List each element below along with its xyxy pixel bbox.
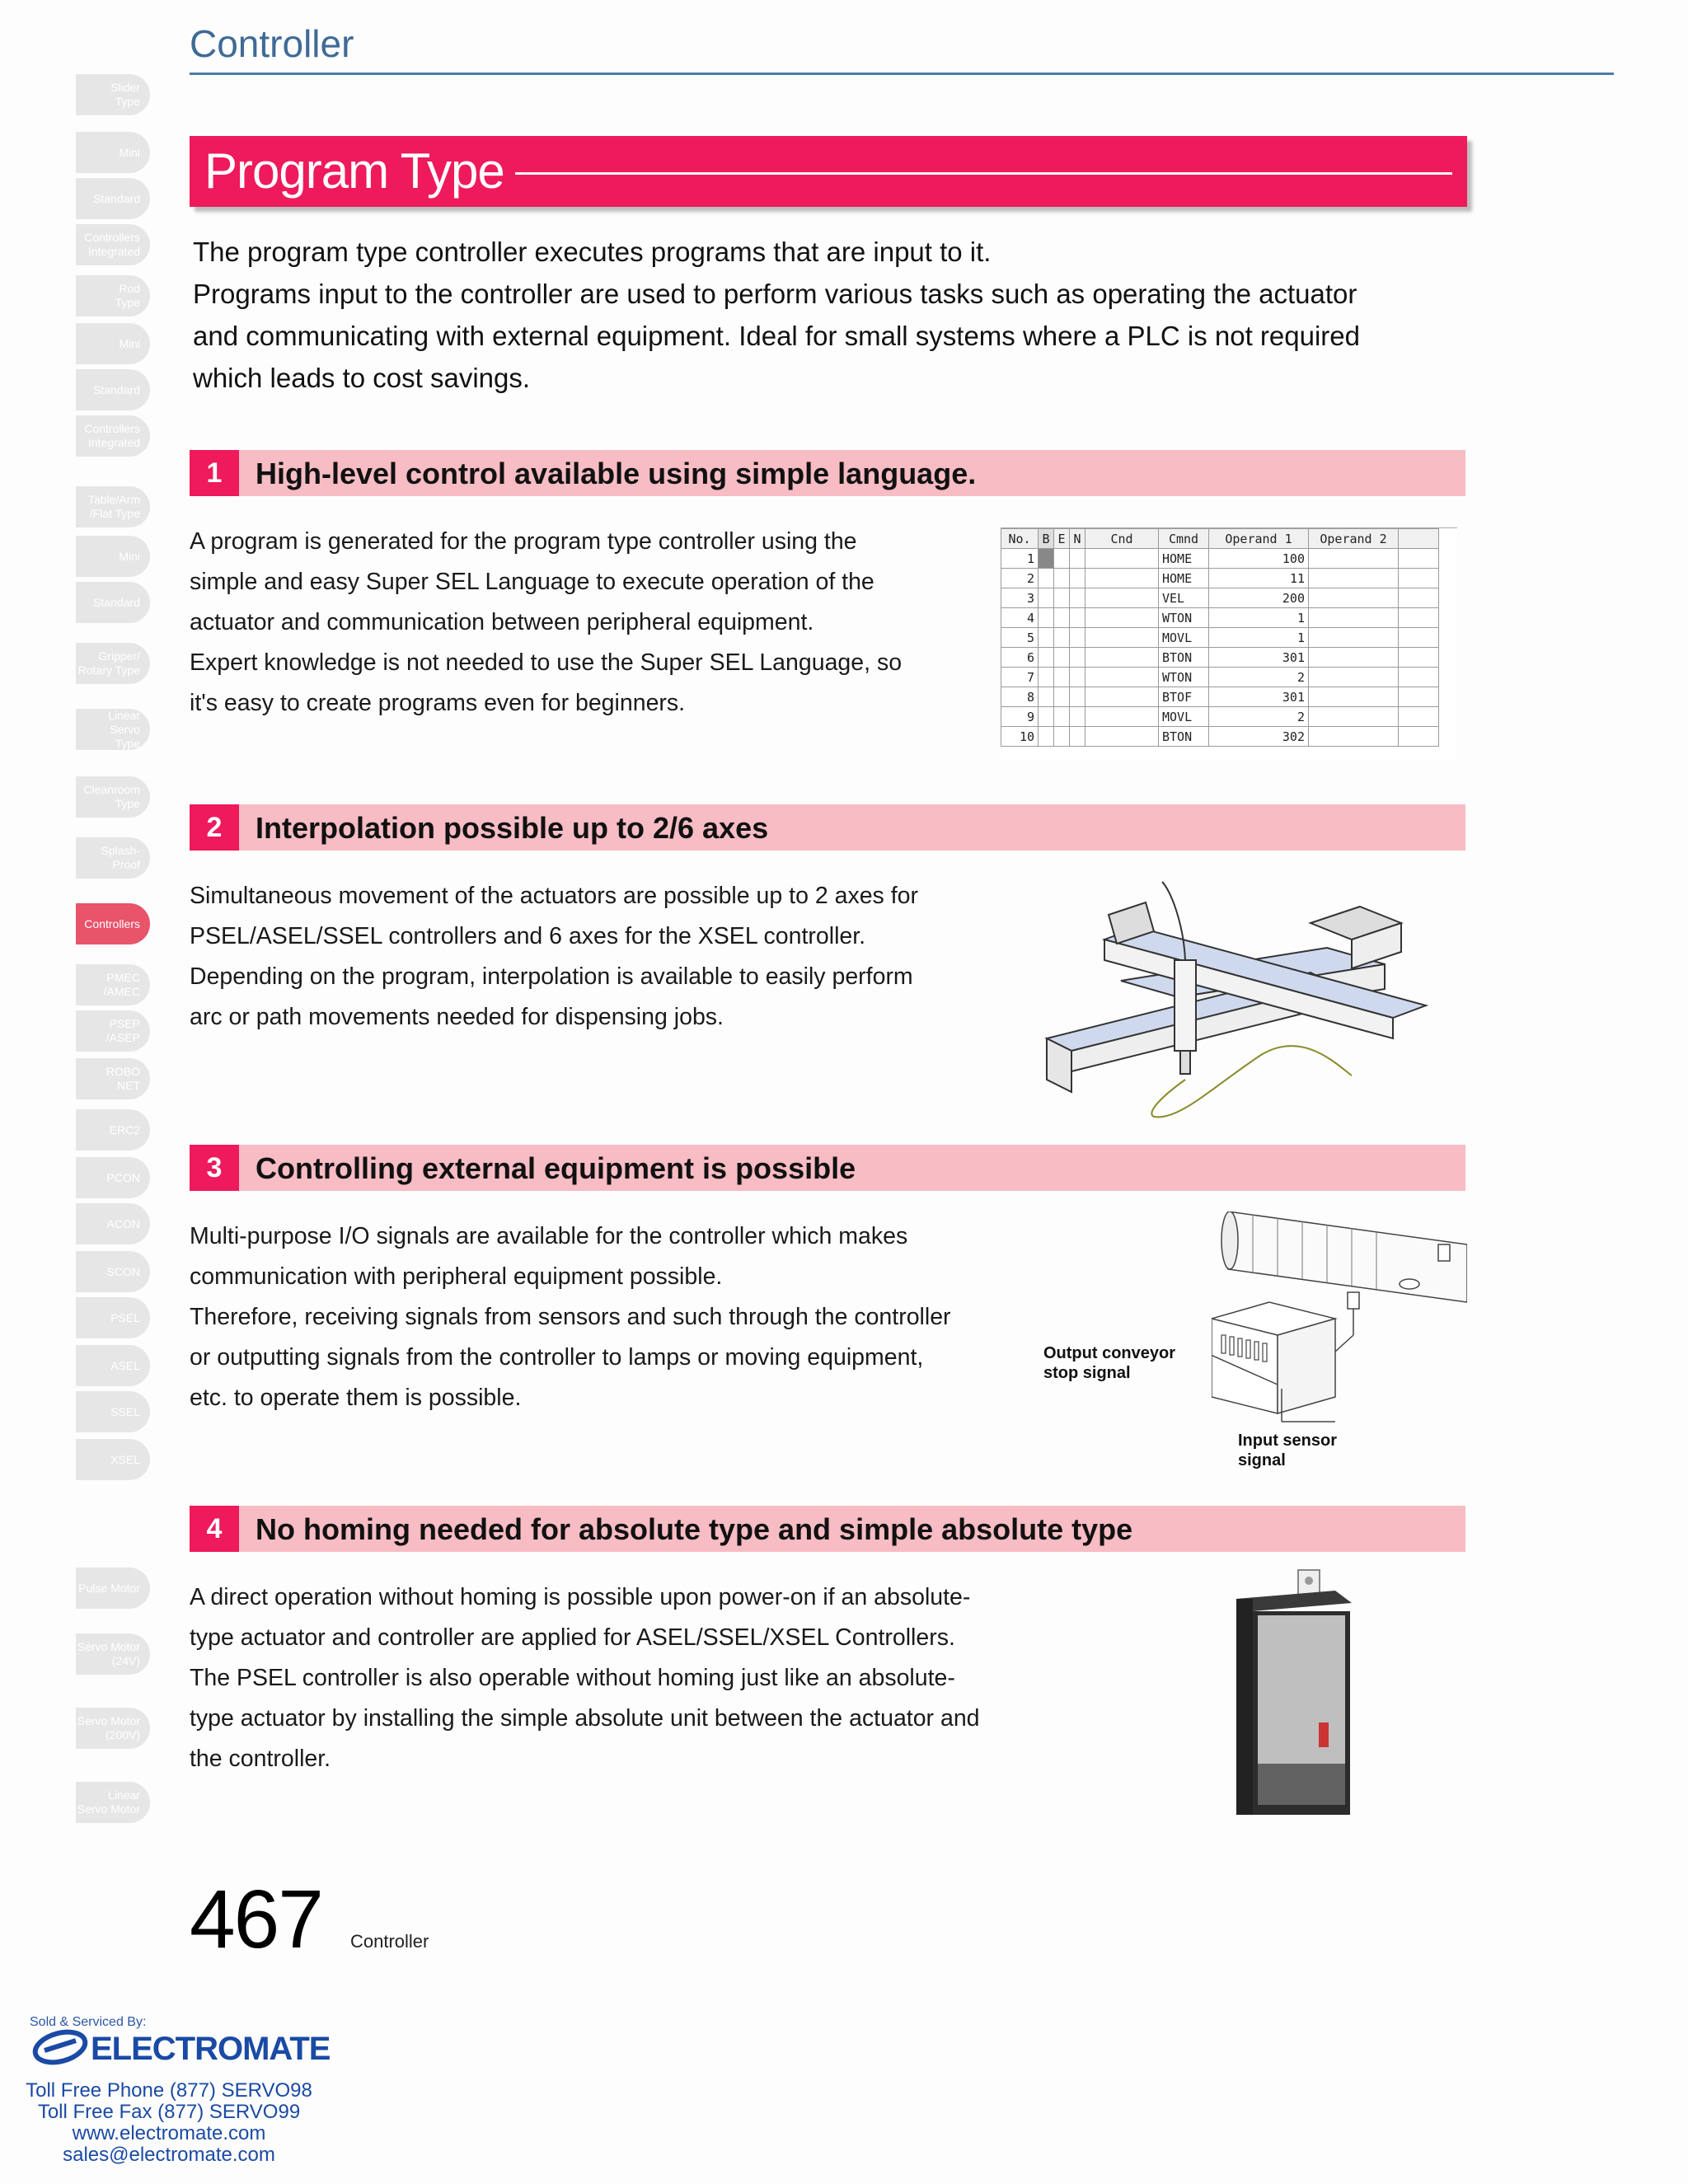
table-cell: 2 [1001, 569, 1039, 588]
table-cell [1054, 588, 1070, 608]
table-cell [1309, 628, 1399, 648]
controller-unit-photo [1228, 1566, 1360, 1821]
side-tab[interactable] [76, 1633, 150, 1675]
section-title: No homing needed for absolute type and simple absolute type [256, 1512, 1133, 1546]
table-cell [1054, 668, 1070, 687]
side-tab-label: Gripper/ [98, 649, 140, 663]
intro-line: and communicating with external equipment. Ideal for small systems where a PLC is not required [193, 321, 1361, 351]
side-tab[interactable] [76, 415, 150, 457]
table-cell [1054, 727, 1070, 747]
col-header [1399, 529, 1439, 549]
side-tab-label: XSEL [110, 1452, 140, 1466]
table-cell: 1 [1209, 608, 1309, 628]
table-cell [1309, 707, 1399, 727]
side-tab-label: Servo Motor [77, 1640, 140, 1653]
table-cell [1039, 668, 1054, 687]
table-cell [1085, 628, 1159, 648]
section-number: 4 [190, 1506, 239, 1552]
table-cell: 9 [1001, 707, 1039, 727]
table-row [1001, 727, 1439, 747]
table-cell [1399, 668, 1439, 687]
side-tab-label: Standard [93, 595, 140, 609]
page-number: 467 [190, 1873, 322, 1966]
page-header-title: Controller [190, 22, 354, 65]
side-tab-label: ROBO [106, 1065, 140, 1078]
side-tab-label: Type [115, 736, 140, 750]
table-cell: HOME [1159, 549, 1209, 569]
table-cell [1054, 648, 1070, 668]
conveyor-io-illustration [1212, 1212, 1467, 1451]
side-tab-label: SCON [106, 1264, 140, 1278]
table-row [1001, 668, 1439, 687]
side-tab-label: Mini [119, 145, 140, 159]
side-tab-label: Splash-Proof [101, 844, 140, 871]
table-cell [1039, 707, 1054, 727]
table-cell: WTON [1159, 608, 1209, 628]
table-cell [1309, 588, 1399, 608]
section-number: 3 [190, 1145, 239, 1191]
side-tab-label: SSEL [110, 1404, 140, 1418]
side-tab-label: Controllers [84, 422, 140, 435]
section-2-header [190, 804, 1465, 851]
table-cell [1399, 687, 1439, 707]
body-line: type actuator by installing the simple absolute unit between the actuator and [190, 1705, 980, 1732]
side-tab[interactable] [76, 1439, 150, 1480]
table-cell [1399, 549, 1439, 569]
table-cell [1054, 549, 1070, 569]
side-tab[interactable] [76, 536, 150, 577]
table-row [1001, 588, 1439, 608]
section-number: 1 [190, 450, 239, 496]
table-cell [1085, 668, 1159, 687]
table-cell: HOME [1159, 569, 1209, 588]
table-cell [1039, 727, 1054, 747]
body-line: the controller. [190, 1746, 331, 1772]
section-title: Interpolation possible up to 2/6 axes [256, 811, 769, 845]
section-3-header [190, 1145, 1465, 1191]
side-tab[interactable] [76, 323, 150, 364]
table-cell [1309, 569, 1399, 588]
table-cell: VEL [1159, 588, 1209, 608]
input-signal-label [1238, 1431, 1337, 1470]
body-line: Expert knowledge is not needed to use the Super SEL Language, so [190, 649, 903, 676]
side-tab[interactable] [76, 1058, 150, 1099]
body-line: Therefore, receiving signals from sensors and such through the controller [190, 1304, 951, 1330]
table-cell [1070, 648, 1085, 668]
table-cell [1309, 608, 1399, 628]
col-header: Operand 1 [1209, 529, 1309, 549]
table-cell: 5 [1001, 628, 1039, 648]
side-tab[interactable] [76, 1297, 150, 1338]
table-cell: 4 [1001, 608, 1039, 628]
side-tab-label: Servo Motor [77, 1802, 140, 1816]
banner-title: Program Type [204, 143, 504, 199]
program-type-banner [190, 136, 1467, 207]
side-tab[interactable] [76, 369, 150, 410]
table-row [1001, 707, 1439, 727]
table-cell [1085, 569, 1159, 588]
side-tab-label: Type [115, 95, 140, 108]
side-tab-label: Mini [119, 336, 140, 350]
table-cell: 2 [1209, 668, 1309, 687]
side-tab-label: PSEL [110, 1310, 140, 1324]
side-tab[interactable] [76, 1568, 150, 1609]
table-cell: BTOF [1159, 687, 1209, 707]
table-cell: 301 [1209, 648, 1309, 668]
table-cell [1070, 707, 1085, 727]
table-cell: 3 [1001, 588, 1039, 608]
side-tab-label: ASEL [110, 1358, 140, 1372]
intro-line: Programs input to the controller are used to perform various tasks such as operating the actuator [193, 279, 1357, 309]
table-row [1001, 549, 1439, 569]
table-cell: 100 [1209, 549, 1309, 569]
table-cell: BTON [1159, 648, 1209, 668]
section-4-body [190, 1577, 980, 1779]
side-tab-label: (24V) [111, 1654, 140, 1667]
side-tab-label: Integrated [87, 245, 140, 258]
table-cell [1085, 608, 1159, 628]
table-cell [1399, 569, 1439, 588]
table-cell [1085, 727, 1159, 747]
section-title: High-level control available using simple language. [256, 457, 977, 490]
table-cell [1085, 588, 1159, 608]
table-cell: 302 [1209, 727, 1309, 747]
col-header: Operand 2 [1309, 529, 1399, 549]
side-tab-label: Pulse Motor [78, 1581, 140, 1595]
side-tab-label: NET [117, 1079, 140, 1092]
table-cell [1054, 628, 1070, 648]
table-cell [1070, 569, 1085, 588]
section-4-header [190, 1506, 1465, 1552]
side-tab-label: Table/Arm [87, 493, 140, 506]
side-tab[interactable] [76, 74, 150, 115]
side-tab[interactable] [76, 224, 150, 265]
table-cell [1309, 687, 1399, 707]
table-cell [1085, 707, 1159, 727]
table-cell [1309, 549, 1399, 569]
side-tab[interactable] [76, 1391, 150, 1432]
fax-line: Toll Free Fax (877) SERVO99 [37, 2101, 301, 2123]
output-signal-label [1043, 1343, 1175, 1383]
side-tab[interactable] [76, 1708, 150, 1749]
banner-rule [515, 172, 1452, 175]
side-tab-label: Linear Servo [108, 708, 140, 736]
col-header: Cnd [1085, 529, 1159, 549]
table-cell [1085, 648, 1159, 668]
col-header: B [1039, 529, 1054, 549]
side-tab[interactable] [76, 1157, 150, 1198]
side-tab-label: Mini [119, 549, 140, 563]
table-cell: 1 [1001, 549, 1039, 569]
body-line: or outputting signals from the controller to lamps or moving equipment, [190, 1344, 924, 1371]
body-line: simple and easy Super SEL Language to execute operation of the [190, 569, 874, 595]
body-line: etc. to operate them is possible. [190, 1385, 522, 1411]
body-line: A direct operation without homing is possible upon power-on if an absolute- [190, 1584, 971, 1610]
side-tab-label: /AMEC [103, 985, 140, 998]
section-title: Controlling external equipment is possible [256, 1151, 856, 1185]
table-row [1001, 569, 1439, 588]
table-cell [1399, 707, 1439, 727]
side-tab[interactable] [76, 964, 150, 1005]
table-row [1001, 648, 1439, 668]
side-tab-label: PCON [106, 1170, 140, 1184]
body-line: PSEL/ASEL/SSEL controllers and 6 axes for the XSEL controller. [190, 923, 866, 949]
body-line: type actuator and controller are applied for ASEL/SSEL/XSEL Controllers. [190, 1624, 955, 1651]
intro-paragraph [193, 231, 1470, 399]
brand-name: ELECTROMATE [91, 2031, 331, 2067]
side-tab[interactable] [76, 1203, 150, 1244]
table-cell: MOVL [1159, 628, 1209, 648]
table-cell [1054, 608, 1070, 628]
table-cell: BTON [1159, 727, 1209, 747]
table-cell [1039, 549, 1054, 569]
col-header: No. [1001, 529, 1039, 549]
side-tab-label: Linear [108, 1788, 140, 1802]
table-cell [1070, 549, 1085, 569]
col-header: Cmnd [1159, 529, 1209, 549]
table-cell [1039, 608, 1054, 628]
body-line: Depending on the program, interpolation is available to easily perform [190, 963, 913, 990]
side-tab[interactable] [76, 709, 150, 750]
body-line: arc or path movements needed for dispensing jobs. [190, 1004, 724, 1030]
side-tab-label: Type [115, 296, 140, 309]
side-tab-label: PMEC [106, 971, 140, 984]
sold-by-label: Sold & Serviced By: [30, 2015, 147, 2029]
email-link[interactable]: sales@electromate.com [63, 2144, 275, 2166]
table-cell: MOVL [1159, 707, 1209, 727]
table-cell [1039, 648, 1054, 668]
table-cell [1054, 687, 1070, 707]
table-cell [1039, 628, 1054, 648]
table-cell: 2 [1209, 707, 1309, 727]
table-cell [1039, 569, 1054, 588]
table-cell: 7 [1001, 668, 1039, 687]
table-cell: 8 [1001, 687, 1039, 707]
table-cell [1399, 588, 1439, 608]
section-3-body [190, 1216, 951, 1418]
table-cell [1399, 608, 1439, 628]
side-tab[interactable] [76, 582, 150, 623]
table-cell [1039, 687, 1054, 707]
table-cell [1070, 628, 1085, 648]
table-cell: 10 [1001, 727, 1039, 747]
phone-line: Toll Free Phone (877) SERVO98 [26, 2079, 312, 2102]
body-line: The PSEL controller is also operable without homing just like an absolute- [190, 1665, 955, 1691]
table-cell: WTON [1159, 668, 1209, 687]
electromate-logo-icon [31, 2029, 89, 2065]
body-line: it's easy to create programs even for beginners. [190, 690, 686, 716]
website-link[interactable]: www.electromate.com [72, 2122, 266, 2144]
side-tab-label: ACON [106, 1216, 140, 1230]
table-cell: 11 [1209, 569, 1309, 588]
section-2-body [190, 876, 918, 1038]
side-tab-label: (200V) [105, 1728, 140, 1741]
label-text: Output conveyor stop signal [1043, 1344, 1176, 1382]
table-cell: 200 [1209, 588, 1309, 608]
table-cell [1070, 608, 1085, 628]
side-tab-label: /Flat Type [89, 507, 140, 520]
header-rule [190, 73, 1614, 75]
table-cell [1399, 648, 1439, 668]
side-tab[interactable] [76, 178, 150, 219]
side-tab-label: ERC2 [109, 1122, 140, 1137]
body-line: A program is generated for the program type controller using the [190, 528, 857, 555]
table-cell [1309, 668, 1399, 687]
side-tab[interactable] [76, 1010, 150, 1052]
table-cell [1039, 588, 1054, 608]
col-header: N [1070, 529, 1085, 549]
section-1-body [190, 522, 902, 724]
table-cell [1085, 549, 1159, 569]
side-tab[interactable] [76, 132, 150, 173]
side-tab-label: PSEP [109, 1017, 140, 1030]
side-tab-label: Standard [93, 191, 140, 205]
side-tab-label: Cleanroom [83, 783, 140, 796]
table-cell [1399, 727, 1439, 747]
side-tab[interactable] [76, 486, 150, 527]
table-cell [1085, 687, 1159, 707]
side-tab[interactable] [76, 837, 150, 879]
table-row [1001, 628, 1439, 648]
side-tab-label: Servo Motor [77, 1714, 140, 1727]
side-tab[interactable] [76, 1345, 150, 1386]
side-tab-label: Type [115, 797, 140, 810]
table-cell [1309, 727, 1399, 747]
body-line: Multi-purpose I/O signals are available for the controller which makes [190, 1223, 908, 1249]
section-1-header [190, 450, 1465, 496]
side-tab-label: Standard [93, 382, 140, 396]
label-text: Input sensor signal [1238, 1432, 1338, 1469]
xy-gantry-illustration [1039, 874, 1467, 1121]
side-tab[interactable] [76, 1251, 150, 1292]
page-label: Controller [350, 1931, 429, 1952]
body-line: actuator and communication between peripheral equipment. [190, 609, 814, 635]
body-line: Simultaneous movement of the actuators are possible up to 2 axes for [190, 883, 918, 909]
side-tab-label: Slider [110, 81, 140, 94]
table-cell [1070, 668, 1085, 687]
table-cell [1054, 569, 1070, 588]
side-tab-label: Rod [119, 282, 140, 295]
intro-line: which leads to cost savings. [193, 363, 531, 393]
side-tab[interactable] [76, 643, 150, 684]
side-tab[interactable] [76, 1109, 150, 1151]
side-tab-label: Rotary Type [77, 663, 140, 677]
col-header: E [1054, 529, 1070, 549]
side-tab[interactable] [76, 903, 150, 944]
side-tab-label: Controllers [84, 916, 140, 930]
side-tab[interactable] [76, 1782, 150, 1823]
intro-line: The program type controller executes programs that are input to it. [193, 237, 992, 267]
table-cell: 1 [1209, 628, 1309, 648]
side-tab[interactable] [76, 776, 150, 818]
body-line: communication with peripheral equipment possible. [190, 1263, 723, 1290]
table-cell [1070, 727, 1085, 747]
table-row [1001, 608, 1439, 628]
table-cell [1399, 628, 1439, 648]
table-row [1001, 687, 1439, 707]
side-tab-label: /ASEP [106, 1031, 140, 1044]
table-cell [1054, 707, 1070, 727]
table-cell [1070, 588, 1085, 608]
program-editor-table [1001, 527, 1457, 761]
table-cell [1309, 648, 1399, 668]
table-cell: 6 [1001, 648, 1039, 668]
side-tab[interactable] [76, 275, 150, 316]
side-tab-label: Controllers [84, 231, 140, 244]
table-cell [1070, 687, 1085, 707]
side-tab-label: Integrated [87, 436, 140, 449]
section-number: 2 [190, 804, 239, 851]
table-cell: 301 [1209, 687, 1309, 707]
